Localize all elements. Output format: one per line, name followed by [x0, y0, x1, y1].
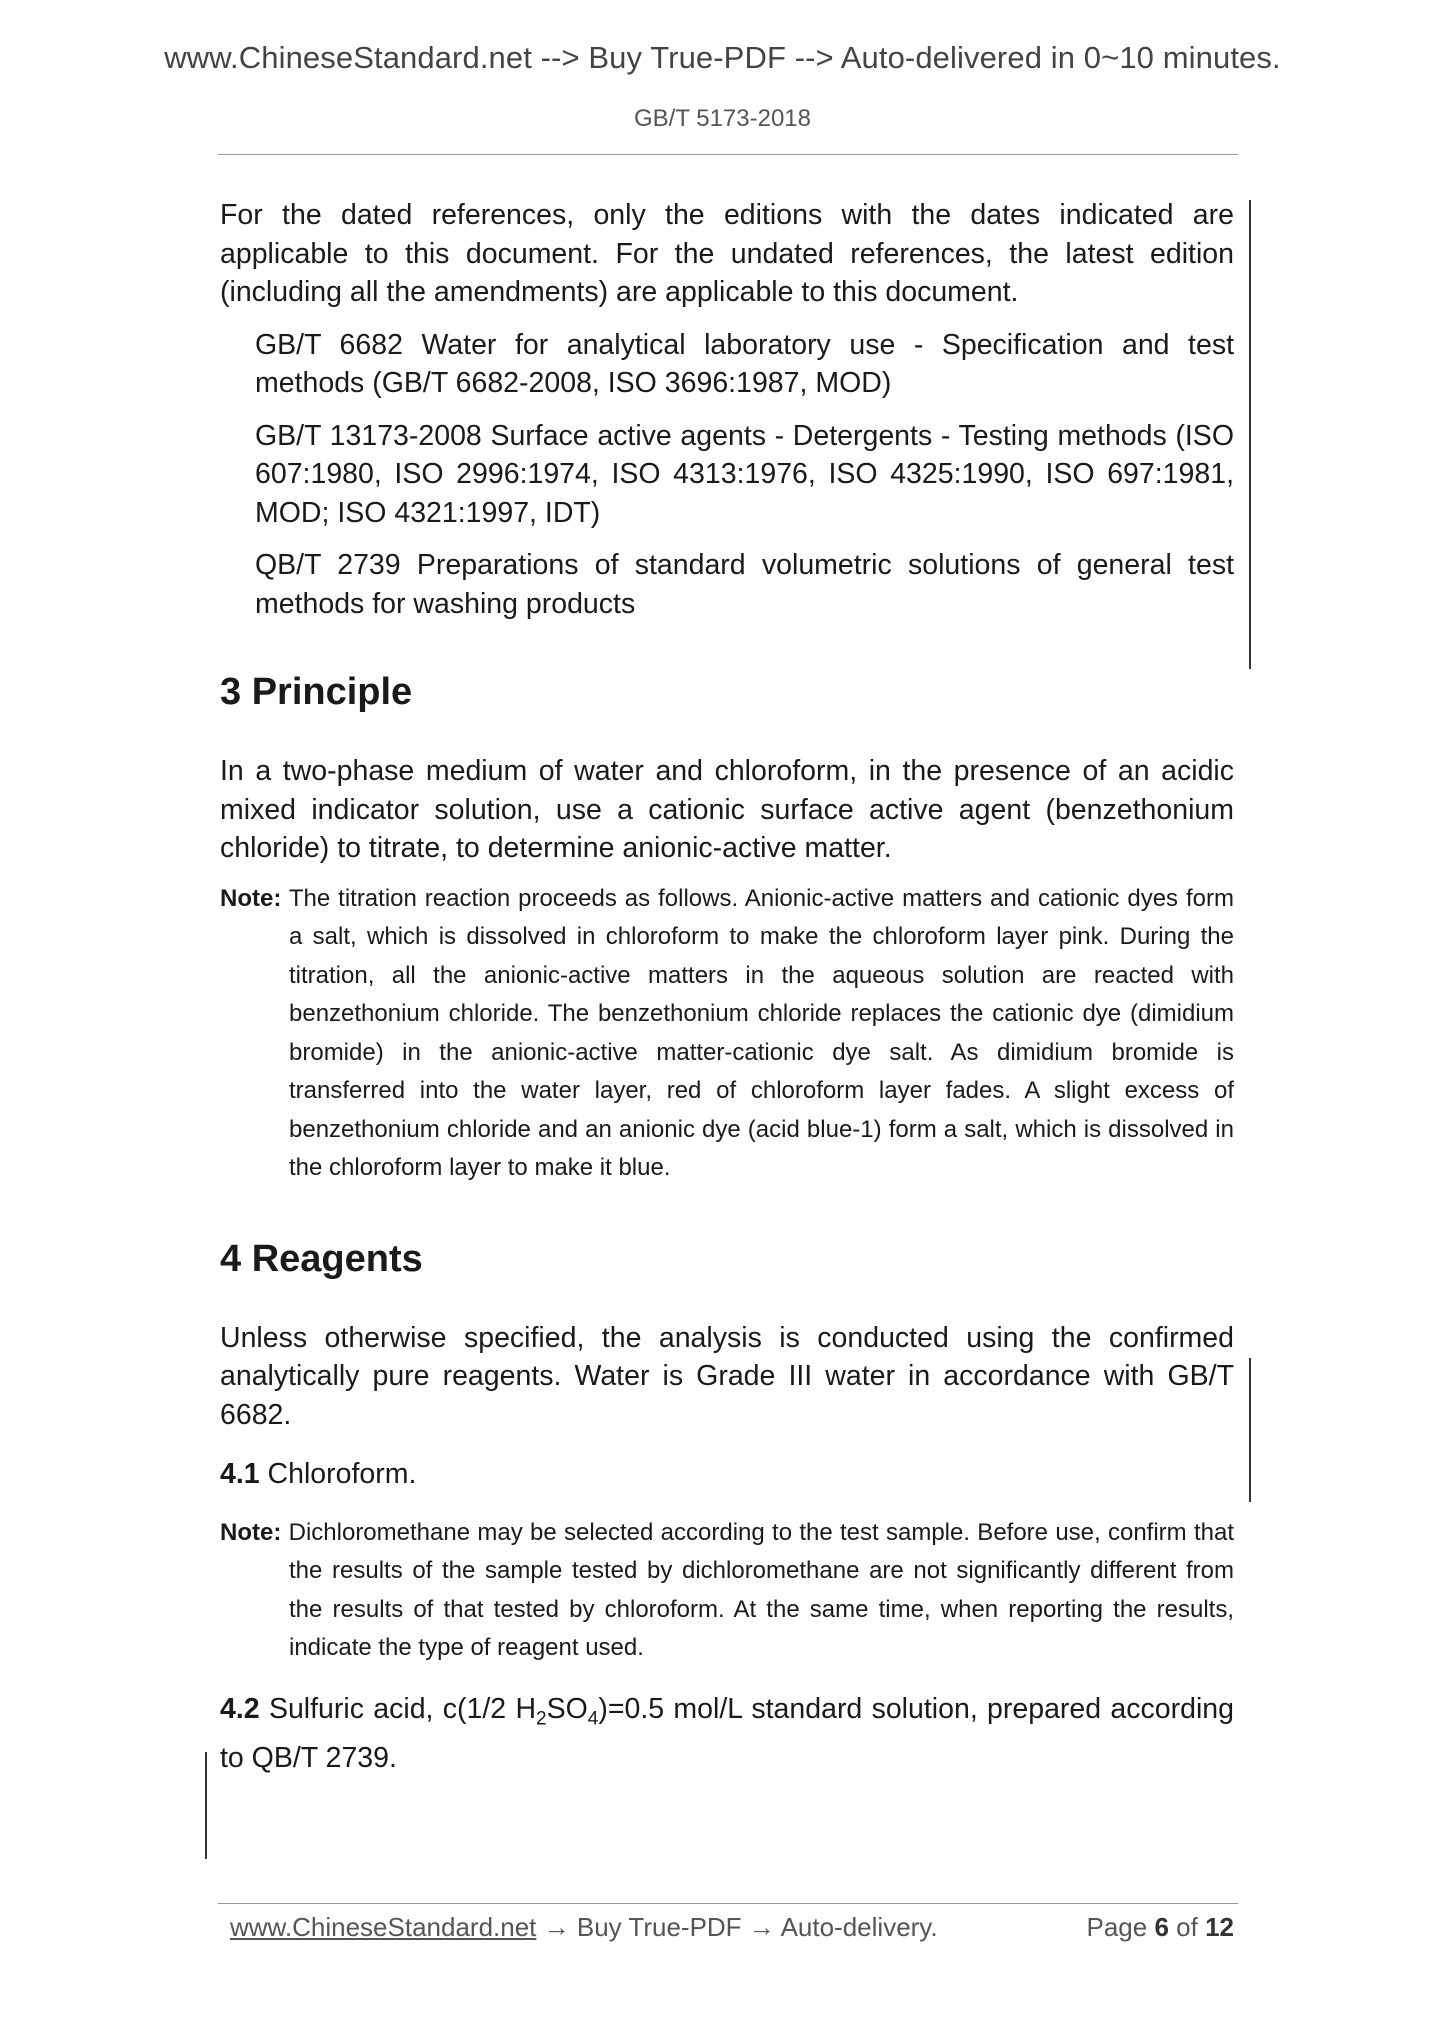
current-page: 6 [1154, 1912, 1169, 1942]
section-4-body: Unless otherwise specified, the analysis is conducted using the confirmed analytically pure reagents. Water is Grade III water in accordance with GB/T 6682. [220, 1321, 1234, 1431]
total-pages: 12 [1205, 1912, 1234, 1942]
change-bar-clause-4-2 [205, 1752, 207, 1859]
clause-4-2 [220, 1690, 1234, 1778]
clause-text-part: Sulfuric acid, c(1/2 H [268, 1692, 537, 1725]
page-number [1086, 1912, 1234, 1943]
note-text: The titration reaction proceeds as follows. Anionic-active matters and cationic dyes form a salt, which is dissolved in chloroform to make the chloroform layer pink. During the titration, all the anionic-active matters in the aqueous solution are reacted with benzethonium chloride. The benzethonium chloride replaces the cationic dye (dimidium bromide) in the anionic-active matter-cationic dye salt. As dimidium bromide is transferred into the water layer, red of chloroform layer fades. A slight excess of benzethonium chloride and an anionic dye (acid blue-1) form a salt, which is dissolved in the chloroform layer to make it blue. [288, 884, 1234, 1181]
note-text: Dichloromethane may be selected according to the test sample. Before use, confirm that the results of the sample tested by dichloromethane are not significantly different from the results of that tested by chloroform. At the same time, when reporting the results, indicate the type of reagent used. [288, 1518, 1234, 1661]
section-4-1-note [220, 1514, 1234, 1668]
top-banner: www.ChineseStandard.net --> Buy True-PDF --> Auto-delivered in 0~10 minutes. [164, 40, 1281, 75]
change-bar-reagents [1249, 1358, 1251, 1502]
reference-gbt-6682: GB/T 6682 Water for analytical laboratory use - Specification and test methods (GB/T 6682-2008, ISO 3696:1987, MOD) [255, 328, 1234, 399]
change-bar-references [1249, 200, 1251, 669]
clause-text-part: SO [546, 1692, 588, 1725]
subscript: 2 [536, 1708, 547, 1730]
references-intro: For the dated references, only the editions with the dates indicated are applicable to this document. For the undated references, the latest edition (including all the amendments) are applicable to this document. [220, 199, 1234, 308]
section-3-heading: 3 Principle [220, 671, 413, 713]
note-label: Note: [220, 884, 282, 912]
footer-rule [218, 1903, 1238, 1904]
note-label: Note: [220, 1518, 282, 1546]
clause-4-1 [220, 1455, 1234, 1494]
clause-number: 4.2 [220, 1692, 260, 1725]
clause-text-part: )=0.5 mol/L standard solution, prepared according to QB/T 2739. [220, 1692, 1234, 1774]
of-word: of [1176, 1912, 1198, 1942]
header-rule [218, 154, 1238, 155]
subscript: 4 [587, 1708, 599, 1730]
section-4-heading: 4 Reagents [220, 1237, 423, 1280]
section-3-body: In a two-phase medium of water and chloroform, in the presence of an acidic mixed indicator solution, use a cationic surface active agent (benzethonium chloride) to titrate, to determine anionic-active matter. [220, 755, 1234, 864]
section-3-note [220, 880, 1234, 1188]
reference-gbt-13173: GB/T 13173-2008 Surface active agents - Detergents - Testing methods (ISO 607:1980, ISO 2996:1974, ISO 4313:1976, ISO 4325:1990, ISO 697:1981, MOD; ISO 4321:1997, IDT) [255, 419, 1234, 529]
page-word: Page [1086, 1912, 1148, 1942]
footer-text: → Buy True-PDF → Auto-delivery. [536, 1912, 938, 1942]
clause-number: 4.1 [220, 1458, 260, 1490]
document-code: GB/T 5173-2018 [633, 105, 811, 132]
clause-text: Chloroform. [267, 1458, 417, 1490]
reference-qbt-2739: QB/T 2739 Preparations of standard volumetric solutions of general test methods for washing products [255, 549, 1234, 620]
page-content [220, 196, 1234, 1777]
footer-link[interactable]: www.ChineseStandard.net [230, 1912, 537, 1942]
